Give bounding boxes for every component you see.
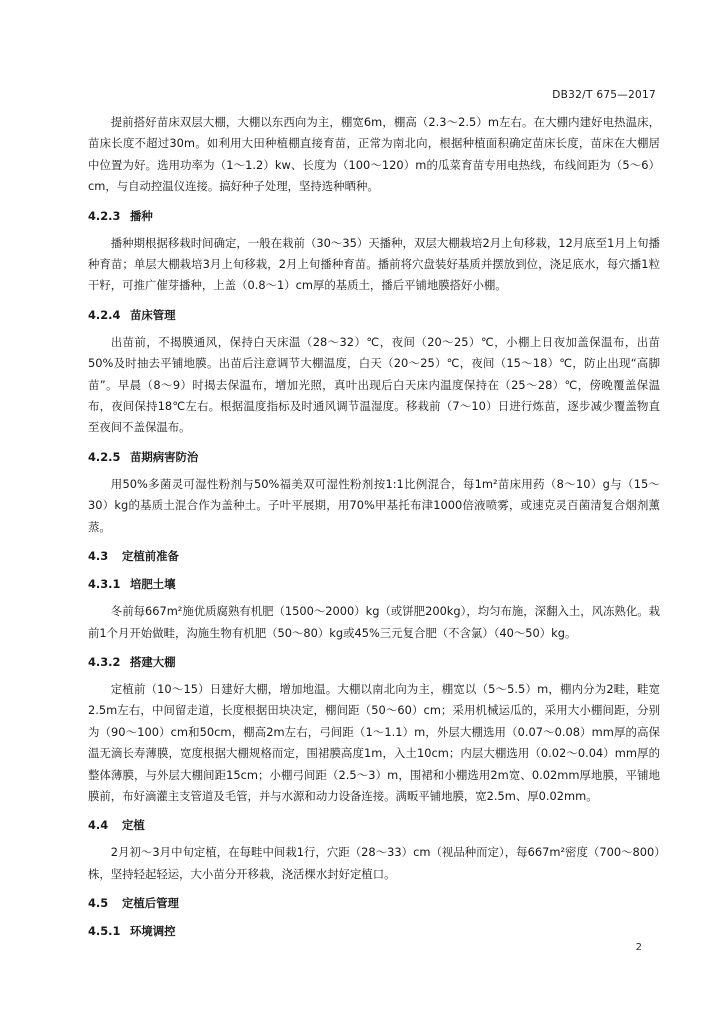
paragraph: 定植前（10～15）日建好大棚，增加地温。大棚以南北向为主，棚宽以（5～5.5）m，棚内分为2畦，畦宽2.5m左右，中间留走道，长度根据田块决定，棚间距（50～60）cm；采用机械运瓜的，采用大小棚间距，分别为（90～100）cm和50cm，棚高2m左右，弓间距（1～1.1）m，外层大棚选用（0.07～0.08）mm厚的高保温无滴长寿薄膜，宽度根据大棚规格而定，围裙膜高度1m，入土10cm；内层大棚选用（0.02～0.04）mm厚的整体薄膜，与外层大棚间距15cm；小棚弓间距（2.5～3）m，围裙和小棚选用2m宽、0.02mm厚地膜，平铺地膜前，布好滴灌主支管道及毛管，并与水源和动力设备连接。满畈平铺地膜，宽2.5m、厚0.02mm。 <box>88 681 660 803</box>
section-heading <box>88 305 660 325</box>
section-title: 环境调控 <box>129 924 176 939</box>
paragraph: 2月初～3月中旬定植，在每畦中间栽1行，穴距（28～33）cm（视品种而定），每667m²密度（700～800）株，坚持轻起轻运，大小苗分开移栽，浇活棵水封好定植口。 <box>88 845 660 881</box>
section-number: 4.4 <box>88 818 109 833</box>
section-title: 培肥土壤 <box>129 577 176 592</box>
section-number: 4.5 <box>88 896 109 911</box>
paragraph: 冬前每667m²施优质腐熟有机肥（1500～2000）kg（或饼肥200kg），均匀布施，深翻入土，风冻熟化。栽前1个月开始做畦，沟施生物有机肥（50～80）kg或45%三元复合肥（不含氯）（40～50）kg。 <box>88 604 660 640</box>
section-heading <box>88 815 660 835</box>
paragraph: 用50%多菌灵可湿性粉剂与50%福美双可湿性粉剂按1:1比例混合，每1m²苗床用药（8～10）g与（15～30）kg的基质土混合作为盖种土。子叶平展期，用70%甲基托布津1000倍液喷雾，或速克灵百菌清复合烟剂薰蒸。 <box>88 476 660 534</box>
section-number: 4.3.2 <box>88 654 121 669</box>
section-number: 4.2.4 <box>88 307 121 322</box>
document-body <box>88 112 660 948</box>
section-number: 4.2.3 <box>88 208 121 223</box>
section-title: 搭建大棚 <box>129 654 176 669</box>
section-heading <box>88 546 660 566</box>
section-title: 定植后管理 <box>121 896 179 911</box>
section-title: 苗期病害防治 <box>129 449 199 464</box>
section-number: 4.3.1 <box>88 577 121 592</box>
paragraph: 提前搭好苗床双层大棚，大棚以东西向为主，棚宽6m，棚高（2.3～2.5）m左右。在大棚内建好电热温床，苗床长度不超过30m。如利用大田种植棚直接育苗，正常为南北向，根据种植面积确定苗床长度，苗床在大棚居中位置为好。选用功率为（1～1.2）kw、长度为（100～120）m的瓜菜育苗专用电热线，布线间距为（5～6）cm，与自动控温仪连接。搞好种子处理，坚持选种晒种。 <box>88 115 660 194</box>
section-title: 定植前准备 <box>121 549 179 564</box>
section-number: 4.5.1 <box>88 924 121 939</box>
paragraph: 出苗前，不揭膜通风，保持白天床温（28～32）℃，夜间（20～25）℃，小棚上日夜加盖保温布，出苗50%及时抽去平铺地膜。出苗后注意调节大棚温度，白天（20～25）℃，夜间（15～18）℃，防止出现“高脚苗”。早晨（8～9）时揭去保温布，增加光照，真叶出现后白天床内温度保持在（25～28）℃，傍晚覆盖保温布，夜间保持18℃左右。根据温度指标及时通风调节温湿度。移栽前（7～10）日进行炼苗，逐步减少覆盖物直至夜间不盖保温布。 <box>88 334 660 435</box>
section-number: 4.3 <box>88 549 109 564</box>
section-heading <box>88 206 660 226</box>
document-code: DB32/T 675—2017 <box>552 89 656 101</box>
section-title: 定植 <box>121 818 145 833</box>
page-number: 2 <box>635 942 642 953</box>
section-title: 苗床管理 <box>129 307 176 322</box>
section-heading <box>88 921 660 941</box>
section-heading <box>88 447 660 467</box>
section-title: 播种 <box>129 208 153 223</box>
section-heading <box>88 574 660 594</box>
section-number: 4.2.5 <box>88 449 121 464</box>
section-heading <box>88 652 660 672</box>
section-heading <box>88 893 660 913</box>
paragraph: 播种期根据移栽时间确定，一般在栽前（30～35）天播种，双层大棚栽培2月上旬移栽，12月底至1月上旬播种育苗；单层大棚栽培3月上旬移栽，2月上旬播种育苗。播前将穴盘装好基质并摆放到位，浇足底水，每穴播1粒干籽，可推广催芽播种，上盖（0.8～1）cm厚的基质土，播后平铺地膜搭好小棚。 <box>88 235 660 293</box>
